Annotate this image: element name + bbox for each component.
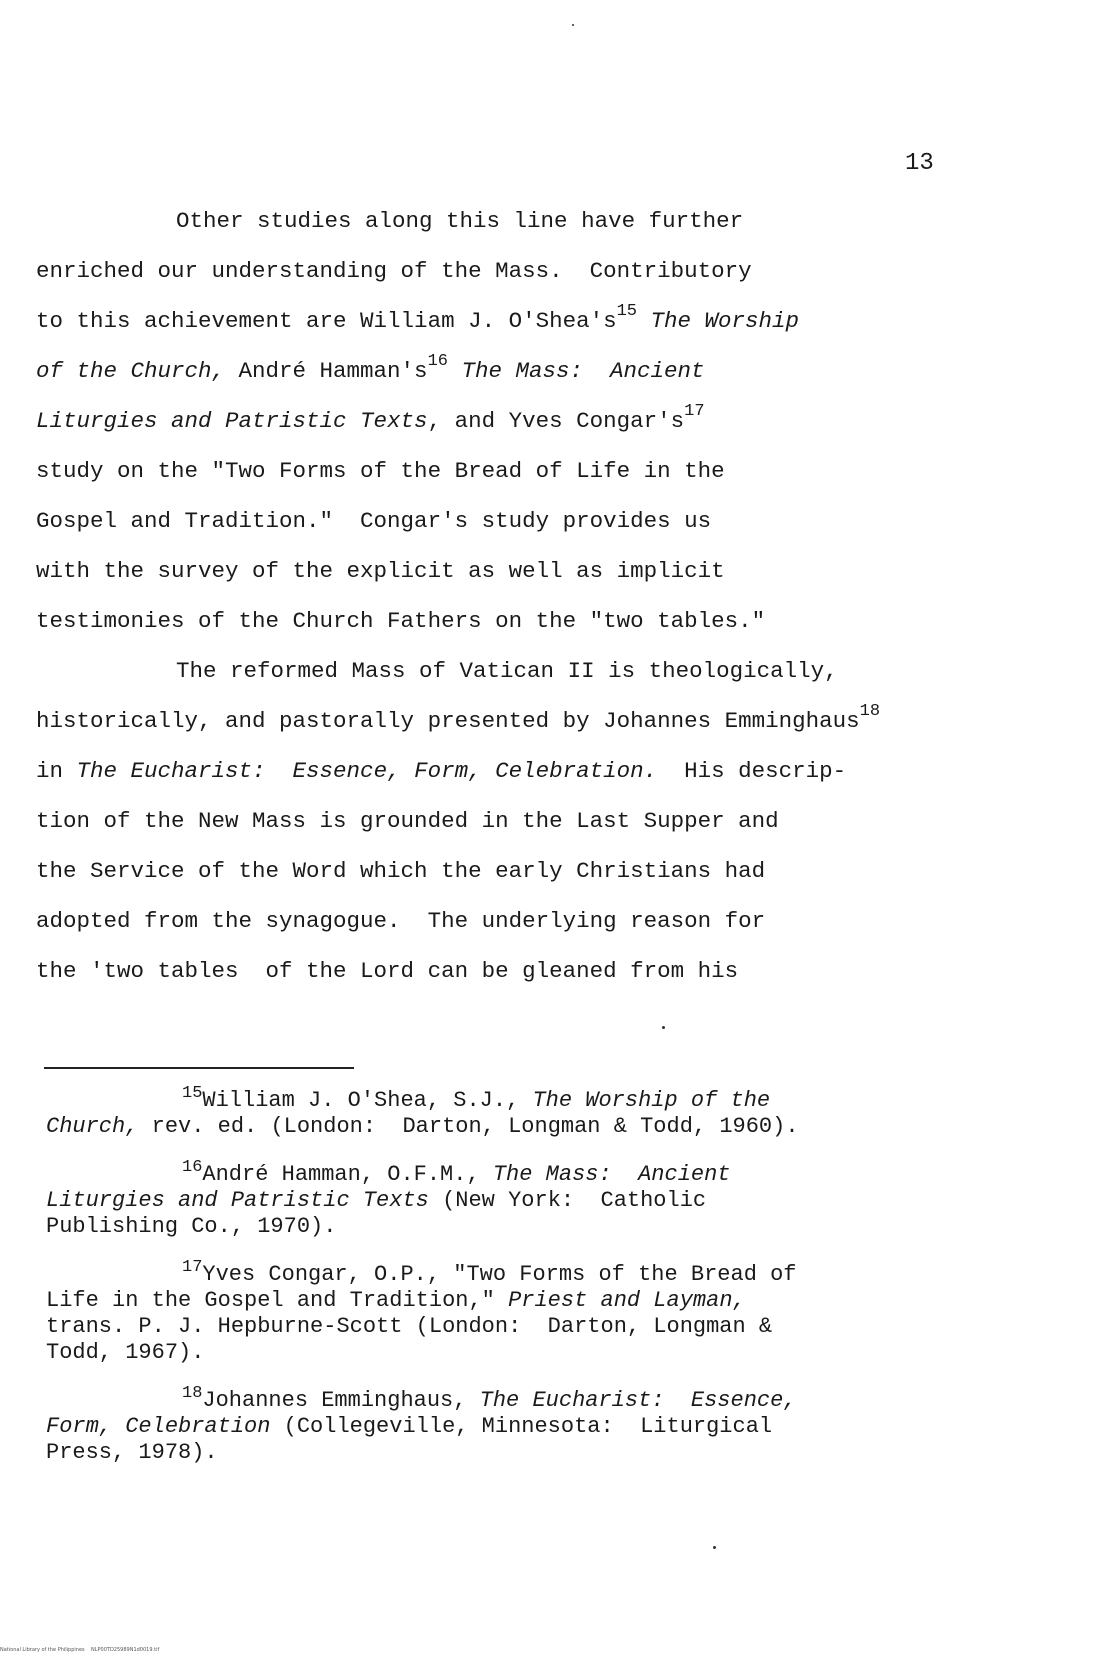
- text-line: the Service of the Word which the early Christians had: [36, 858, 766, 884]
- footnote-16: $^{16}$André Hamman, O.F.M., The Mass: Ancient Liturgies and Patristic Texts (New York: Catholic Publishing Co., 1970).: [46, 1158, 731, 1239]
- footnote-15: $^{15}$William J. O'Shea, S.J., The Worship of the Church, rev. ed. (London: Darton, Longman & Todd, 1960).: [46, 1084, 799, 1139]
- footnote-17: $^{17}$Yves Congar, O.P., "Two Forms of the Bread of Life in the Gospel and Tradition," Priest and Layman, trans. P. J. Hepburne-Scott (London: Darton, Longman & Todd, 1967).: [46, 1258, 797, 1365]
- text-line: the 'two tables of the Lord can be gleaned from his: [36, 958, 739, 984]
- footnote-separator: [44, 1067, 354, 1069]
- footnote-ref: 18: [859, 702, 881, 721]
- text-line: historically, and pastorally presented by Johannes Emminghaus$^{18}$: [36, 702, 881, 734]
- scan-dot: [662, 1026, 665, 1029]
- text-line: of the Church, André $Hamman's^{16}$ The Mass: Ancient: [36, 352, 705, 384]
- text-line: study on the "Two Forms of the Bread of Life in the: [36, 458, 725, 484]
- text-line: Liturgies and Patristic Texts, and Yves $Congar's^{17}$: [36, 402, 705, 434]
- page-number: 13: [905, 150, 934, 177]
- text-line: to this achievement are William J. $O'Shea's^{15}$ The Worship: [36, 302, 800, 334]
- text-line: testimonies of the Church Fathers on the "two tables.": [36, 608, 766, 634]
- footnote-ref: 17: [684, 402, 705, 421]
- footnote-18: $^{18}$Johannes Emminghaus, The Eucharist: Essence, Form, Celebration (Collegeville, Minnesota: Liturgical Press, 1978).: [46, 1384, 797, 1465]
- text-line: in The Eucharist: Essence, Form, Celebration. His descrip-: [36, 758, 847, 784]
- text-line: adopted from the synagogue. The underlying reason for: [36, 908, 766, 934]
- text-line: tion of the New Mass is grounded in the Last Supper and: [36, 808, 779, 834]
- text-line: Gospel and Tradition." Congar's study provides us: [36, 508, 712, 534]
- text-line: Other studies along this line have further: [176, 208, 744, 234]
- text-line: enriched our understanding of the Mass. Contributory: [36, 258, 752, 284]
- body-text: [36, 196, 1016, 996]
- footnote-ref: 16: [427, 352, 448, 371]
- text-line: The reformed Mass of Vatican II is theologically,: [176, 658, 838, 684]
- archive-footer: National Library of the Philippines NLP00TD25989N1d0019.tif: [0, 1647, 160, 1653]
- scan-dot: [713, 1546, 716, 1549]
- text-line: with the survey of the explicit as well as implicit: [36, 558, 725, 584]
- footnote-ref: 15: [616, 302, 638, 321]
- scan-dot: [572, 24, 574, 26]
- footnotes: [46, 1084, 1046, 1488]
